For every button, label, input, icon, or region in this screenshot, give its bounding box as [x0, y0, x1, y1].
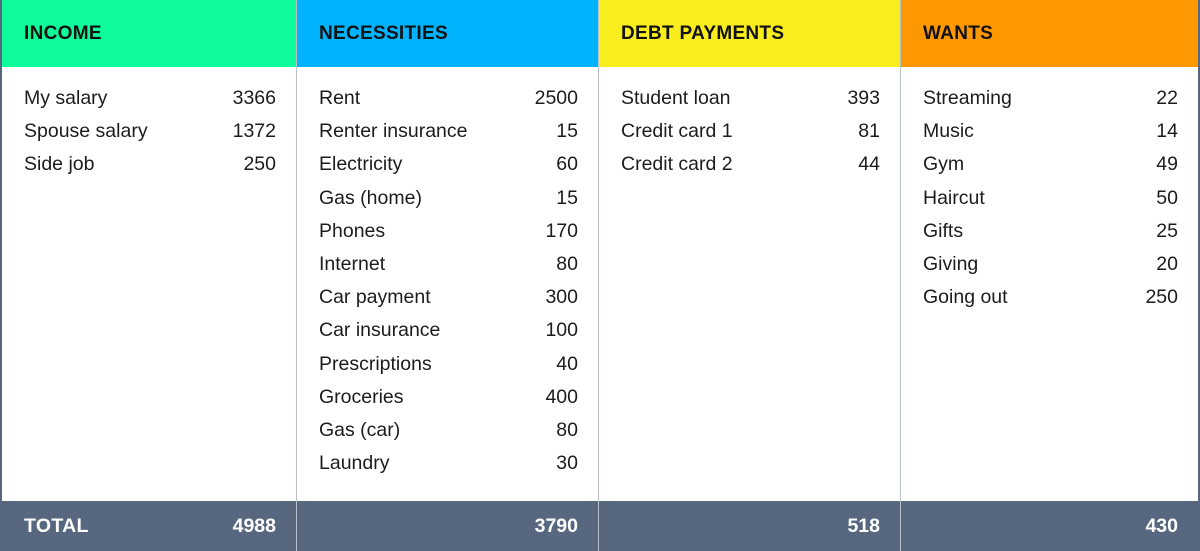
item-label: Phones	[319, 219, 386, 242]
item-amount: 44	[858, 153, 880, 176]
item-label: Rent	[319, 87, 361, 110]
list-item	[319, 348, 578, 381]
item-amount: 100	[545, 319, 578, 342]
item-label: Going out	[923, 286, 1008, 309]
list-item	[319, 148, 578, 181]
list-item	[319, 248, 578, 281]
item-label: Car insurance	[319, 319, 441, 342]
item-label: Gas (home)	[319, 186, 422, 209]
item-label: Credit card 2	[621, 153, 733, 176]
item-amount: 50	[1156, 186, 1178, 209]
item-label: Gifts	[923, 219, 964, 242]
item-label: Gas (car)	[319, 418, 401, 441]
item-amount: 20	[1156, 253, 1178, 276]
item-amount: 80	[556, 253, 578, 276]
list-item	[24, 115, 276, 148]
wants-title: WANTS	[923, 22, 994, 44]
income-total: 4988	[232, 514, 276, 537]
list-item	[319, 414, 578, 447]
item-amount: 14	[1156, 120, 1178, 143]
necessities-title: NECESSITIES	[319, 22, 448, 44]
item-amount: 250	[1145, 286, 1178, 309]
wants-column	[900, 0, 1198, 551]
item-amount: 1372	[232, 120, 276, 143]
item-amount: 22	[1156, 87, 1178, 110]
item-amount: 60	[556, 153, 578, 176]
list-item	[923, 115, 1178, 148]
list-item	[923, 82, 1178, 115]
item-amount: 80	[556, 418, 578, 441]
list-item	[923, 215, 1178, 248]
item-label: Renter insurance	[319, 120, 468, 143]
item-label: Side job	[24, 153, 95, 176]
debt-payments-total-row	[599, 501, 900, 551]
list-item	[319, 82, 578, 115]
item-label: Electricity	[319, 153, 403, 176]
list-item	[621, 82, 880, 115]
list-item	[621, 115, 880, 148]
list-item	[319, 182, 578, 215]
list-item	[923, 182, 1178, 215]
item-amount: 393	[847, 87, 880, 110]
debt-payments-header	[599, 0, 900, 67]
list-item	[319, 115, 578, 148]
item-label: Credit card 1	[621, 120, 733, 143]
item-amount: 250	[243, 153, 276, 176]
item-amount: 25	[1156, 219, 1178, 242]
necessities-list	[297, 67, 598, 501]
income-title: INCOME	[24, 22, 102, 44]
list-item	[24, 82, 276, 115]
item-label: Internet	[319, 253, 386, 276]
item-label: Spouse salary	[24, 120, 148, 143]
income-header	[2, 0, 296, 67]
list-item	[24, 148, 276, 181]
necessities-column	[296, 0, 598, 551]
item-label: Music	[923, 120, 974, 143]
list-item	[923, 148, 1178, 181]
item-amount: 15	[556, 186, 578, 209]
debt-payments-total: 518	[847, 514, 880, 537]
item-label: Laundry	[319, 452, 390, 475]
debt-payments-list	[599, 67, 900, 501]
item-amount: 40	[556, 352, 578, 375]
necessities-total-row	[297, 501, 598, 551]
wants-list	[901, 67, 1198, 501]
income-list	[2, 67, 296, 501]
necessities-header	[297, 0, 598, 67]
item-label: Prescriptions	[319, 352, 432, 375]
list-item	[319, 215, 578, 248]
wants-total-row	[901, 501, 1198, 551]
wants-total: 430	[1145, 514, 1178, 537]
list-item	[923, 281, 1178, 314]
item-amount: 170	[545, 219, 578, 242]
necessities-total: 3790	[534, 514, 578, 537]
item-label: Student loan	[621, 87, 731, 110]
total-label: TOTAL	[24, 514, 89, 537]
list-item	[319, 447, 578, 480]
item-amount: 49	[1156, 153, 1178, 176]
item-label: Car payment	[319, 286, 431, 309]
item-amount: 400	[545, 385, 578, 408]
item-amount: 3366	[232, 87, 276, 110]
item-amount: 300	[545, 286, 578, 309]
income-total-row	[2, 501, 296, 551]
item-amount: 30	[556, 452, 578, 475]
income-column	[2, 0, 296, 551]
wants-header	[901, 0, 1198, 67]
list-item	[923, 248, 1178, 281]
item-label: Gym	[923, 153, 965, 176]
list-item	[319, 381, 578, 414]
item-label: Streaming	[923, 87, 1012, 110]
item-label: My salary	[24, 87, 108, 110]
item-label: Groceries	[319, 385, 404, 408]
item-amount: 81	[858, 120, 880, 143]
item-label: Haircut	[923, 186, 985, 209]
debt-payments-title: DEBT PAYMENTS	[621, 22, 785, 44]
debt-payments-column	[598, 0, 900, 551]
item-amount: 2500	[534, 87, 578, 110]
list-item	[621, 148, 880, 181]
item-label: Giving	[923, 253, 979, 276]
list-item	[319, 314, 578, 347]
item-amount: 15	[556, 120, 578, 143]
list-item	[319, 281, 578, 314]
